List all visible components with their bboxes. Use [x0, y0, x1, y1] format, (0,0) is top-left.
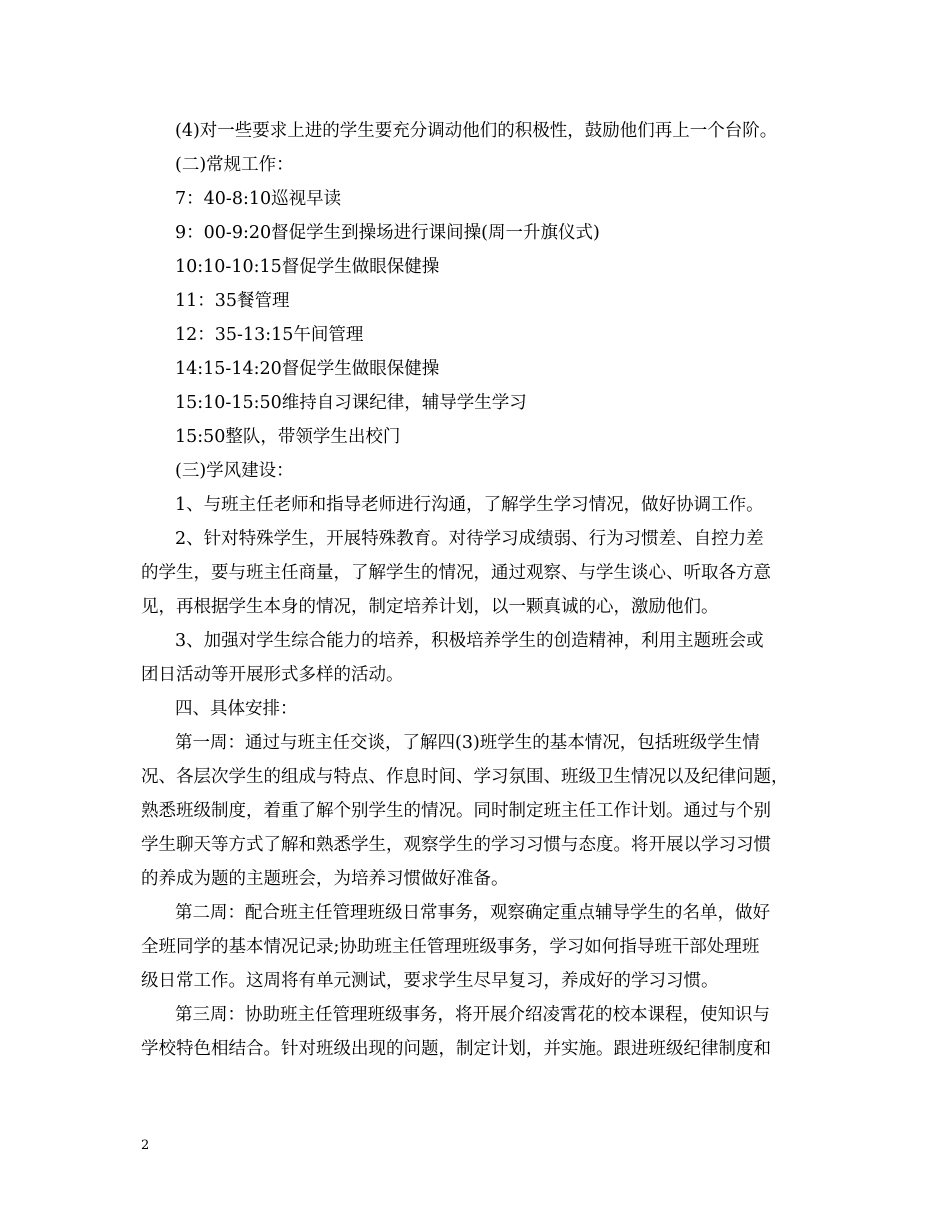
schedule-line: 7：40-8:10巡视早读 [175, 189, 342, 209]
section-heading: (二)常规工作： [175, 155, 294, 175]
paragraph-line: 1、与班主任老师和指导老师进行沟通，了解学生学习情况，做好协调工作。 [175, 495, 764, 515]
paragraph-line: 第一周：通过与班主任交谈，了解四(3)班学生的基本情况，包括班级学生情 [175, 733, 760, 753]
paragraph-line: (4)对一些要求上进的学生要充分调动他们的积极性，鼓励他们再上一个台阶。 [175, 121, 778, 141]
paragraph-line: 3、加强对学生综合能力的培养，积极培养学生的创造精神，利用主题班会或 [175, 631, 764, 651]
paragraph-line: 学校特色相结合。针对班级出现的问题，制定计划，并实施。跟进班级纪律制度和 [141, 1039, 771, 1059]
paragraph-line: 况、各层次学生的组成与特点、作息时间、学习氛围、班级卫生情况以及纪律问题， [141, 767, 789, 787]
paragraph-line: 的养成为题的主题班会，为培养习惯做好准备。 [141, 869, 509, 889]
paragraph-line: 团日活动等开展形式多样的活动。 [141, 665, 404, 685]
paragraph-line: 第二周：配合班主任管理班级日常事务，观察确定重点辅导学生的名单，做好 [175, 903, 770, 923]
page-number: 2 [141, 1138, 150, 1153]
section-heading: (三)学风建设： [175, 461, 294, 481]
schedule-line: 14:15-14:20督促学生做眼保健操 [175, 359, 440, 379]
schedule-line: 11：35餐管理 [175, 291, 290, 311]
schedule-line: 10:10-10:15督促学生做眼保健操 [175, 257, 440, 277]
schedule-line: 9：00-9:20督促学生到操场进行课间操(周一升旗仪式) [175, 223, 600, 243]
schedule-line: 12：35-13:15午间管理 [175, 325, 364, 345]
paragraph-line: 全班同学的基本情况记录;协助班主任管理班级事务，学习如何指导班干部处理班 [141, 937, 760, 957]
paragraph-line: 的学生，要与班主任商量，了解学生的情况，通过观察、与学生谈心、听取各方意 [141, 563, 771, 583]
paragraph-line: 见，再根据学生本身的情况，制定培养计划，以一颗真诚的心，激励他们。 [141, 597, 719, 617]
paragraph-line: 级日常工作。这周将有单元测试，要求学生尽早复习，养成好的学习习惯。 [141, 971, 719, 991]
paragraph-line: 熟悉班级制度，着重了解个别学生的情况。同时制定班主任工作计划。通过与个别 [141, 801, 771, 821]
paragraph-line: 第三周：协助班主任管理班级事务，将开展介绍凌霄花的校本课程，使知识与 [175, 1005, 770, 1025]
schedule-line: 15:10-15:50维持自习课纪律，辅导学生学习 [175, 393, 527, 413]
section-heading: 四、具体安排： [175, 699, 298, 719]
schedule-line: 15:50整队，带领学生出校门 [175, 427, 401, 447]
document-body [141, 114, 817, 1066]
paragraph-line: 学生聊天等方式了解和熟悉学生，观察学生的学习习惯与态度。将开展以学习习惯 [141, 835, 771, 855]
paragraph-line: 2、针对特殊学生，开展特殊教育。对待学习成绩弱、行为习惯差、自控力差 [175, 529, 764, 549]
